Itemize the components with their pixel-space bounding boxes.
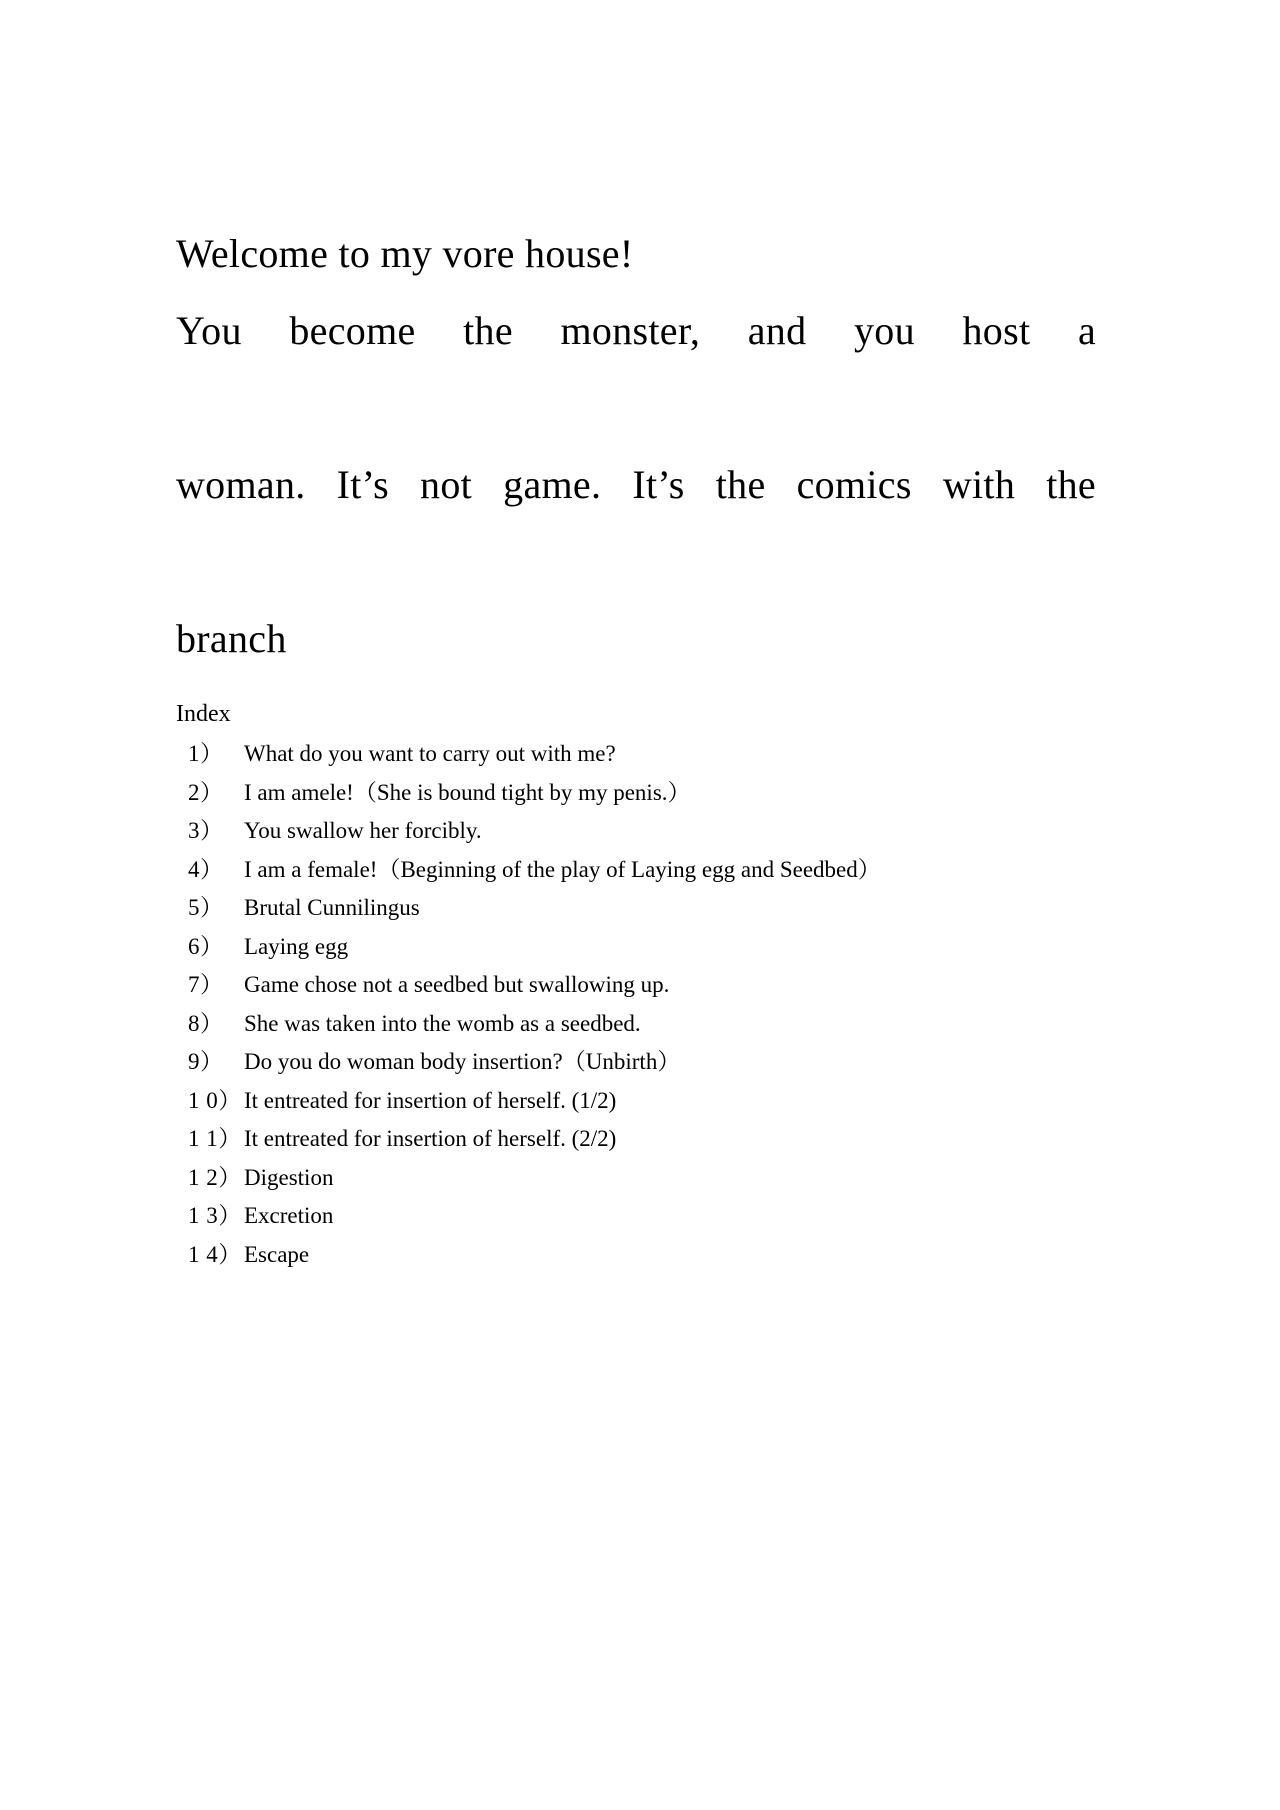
list-item xyxy=(176,1082,1096,1121)
list-item-label: Digestion xyxy=(244,1164,334,1190)
list-item-number: 1 2） xyxy=(188,1164,242,1190)
list-item-number: 5） xyxy=(188,895,224,920)
list-item xyxy=(176,928,1096,967)
list-item xyxy=(176,735,1096,774)
list-item xyxy=(176,851,1096,890)
list-item-number: 1 4） xyxy=(188,1241,242,1267)
index-heading: Index xyxy=(176,701,231,727)
list-item-number: 2） xyxy=(188,779,224,805)
list-item-number: 1 3） xyxy=(188,1203,242,1228)
list-item-number: 3） xyxy=(188,818,224,843)
list-item-label: Escape xyxy=(244,1241,310,1267)
list-item-label: Do you do woman body insertion?（Unbirth） xyxy=(244,1049,681,1074)
list-item-number: 4） xyxy=(188,856,224,882)
list-item-number: 8） xyxy=(188,1010,224,1036)
headline-line-4: branch xyxy=(176,616,287,661)
list-item xyxy=(176,1043,1096,1082)
list-item-label: Laying egg xyxy=(244,933,349,959)
list-item-label: It entreated for insertion of herself. (2/2) xyxy=(244,1126,617,1151)
list-item xyxy=(176,1159,1096,1198)
list-item-label: I am amele!（She is bound tight by my penis.） xyxy=(244,779,691,805)
list-item-number: 9） xyxy=(188,1049,224,1074)
list-item-number: 1 0） xyxy=(188,1087,242,1113)
headline-line-1: Welcome to my vore house! xyxy=(176,231,634,276)
list-item-number: 1 1） xyxy=(188,1126,242,1151)
list-item-label: What do you want to carry out with me? xyxy=(244,741,616,766)
list-item xyxy=(176,1236,1096,1275)
headline-line-2: You become the monster, and you host a xyxy=(176,308,1096,353)
list-item-number: 7） xyxy=(188,972,224,997)
list-item-label: You swallow her forcibly. xyxy=(244,818,482,843)
document-content xyxy=(176,215,1096,1274)
list-item-label: She was taken into the womb as a seedbed. xyxy=(244,1010,641,1036)
list-item xyxy=(176,812,1096,851)
list-item xyxy=(176,1120,1096,1159)
list-item-label: Game chose not a seedbed but swallowing up. xyxy=(244,972,670,997)
list-item xyxy=(176,1005,1096,1044)
list-item-label: It entreated for insertion of herself. (1/2) xyxy=(244,1087,617,1113)
index-list xyxy=(176,735,1096,1274)
list-item-number: 1） xyxy=(188,741,224,766)
page-title xyxy=(176,215,1096,677)
list-item xyxy=(176,1197,1096,1236)
list-item xyxy=(176,889,1096,928)
list-item-label: I am a female!（Beginning of the play of Laying egg and Seedbed） xyxy=(244,856,881,882)
list-item-label: Excretion xyxy=(244,1203,334,1228)
list-item-number: 6） xyxy=(188,933,224,959)
list-item xyxy=(176,774,1096,813)
list-item xyxy=(176,966,1096,1005)
headline-line-3: woman. It’s not game. It’s the comics with the xyxy=(176,462,1096,507)
list-item-label: Brutal Cunnilingus xyxy=(244,895,420,920)
